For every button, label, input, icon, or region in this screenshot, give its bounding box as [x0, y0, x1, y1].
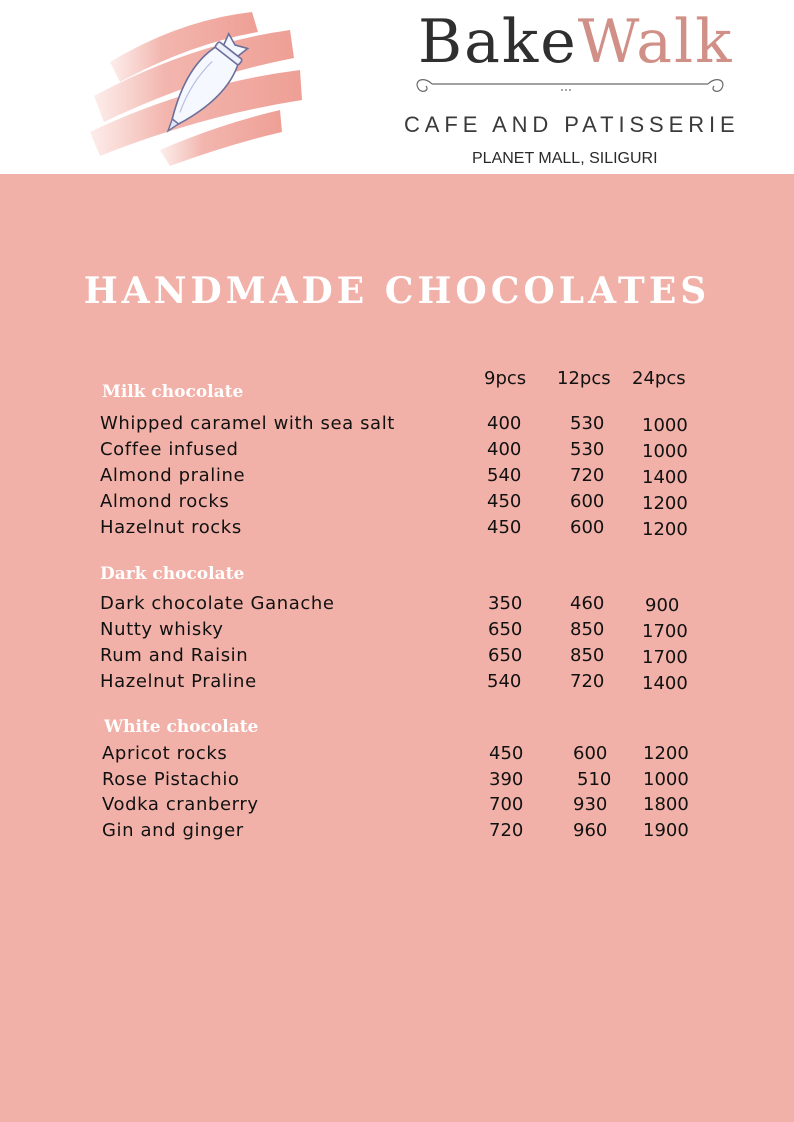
price-24pcs: 1700 — [642, 621, 688, 642]
price-24pcs: 1000 — [642, 441, 688, 462]
price-9pcs: 400 — [487, 413, 522, 434]
price-12pcs: 600 — [573, 743, 608, 764]
menu-item — [0, 792, 794, 818]
price-9pcs: 350 — [488, 593, 523, 614]
price-24pcs: 1700 — [642, 647, 688, 668]
item-name: Almond rocks — [100, 491, 230, 512]
price-24pcs: 1400 — [642, 467, 688, 488]
price-12pcs: 720 — [570, 671, 605, 692]
price-9pcs: 540 — [487, 465, 522, 486]
price-24pcs: 1200 — [642, 493, 688, 514]
menu-item — [0, 437, 794, 463]
price-9pcs: 390 — [489, 769, 524, 790]
price-24pcs: 1900 — [643, 820, 689, 841]
price-12pcs: 460 — [570, 593, 605, 614]
menu-item — [0, 617, 794, 643]
price-9pcs: 450 — [489, 743, 524, 764]
price-24pcs: 1800 — [643, 794, 689, 815]
column-header-12pcs: 12pcs — [557, 368, 611, 389]
header — [0, 0, 794, 174]
item-name: Nutty whisky — [100, 619, 224, 640]
price-9pcs: 450 — [487, 517, 522, 538]
brand-name-part2: Walk — [577, 7, 734, 77]
price-12pcs: 600 — [570, 491, 605, 512]
menu-item — [0, 767, 794, 793]
location: PLANET MALL, SILIGURI — [472, 150, 658, 167]
menu-item — [0, 463, 794, 489]
column-header-24pcs: 24pcs — [632, 368, 686, 389]
item-name: Gin and ginger — [102, 820, 244, 841]
brand-name — [418, 6, 734, 78]
menu-title: HANDMADE CHOCOLATES — [83, 270, 711, 312]
price-24pcs: 1000 — [643, 769, 689, 790]
price-24pcs: 900 — [645, 595, 680, 616]
menu-item — [0, 411, 794, 437]
price-12pcs: 850 — [570, 645, 605, 666]
item-name: Apricot rocks — [102, 743, 228, 764]
price-12pcs: 530 — [570, 439, 605, 460]
price-9pcs: 540 — [487, 671, 522, 692]
item-name: Whipped caramel with sea salt — [100, 413, 395, 434]
price-12pcs: 930 — [573, 794, 608, 815]
item-name: Almond praline — [100, 465, 246, 486]
menu-item — [0, 515, 794, 541]
price-9pcs: 650 — [488, 645, 523, 666]
item-name: Vodka cranberry — [102, 794, 259, 815]
piping-bag-icon — [80, 0, 310, 170]
column-header-9pcs: 9pcs — [484, 368, 527, 389]
item-name: Rose Pistachio — [102, 769, 240, 790]
item-name: Coffee infused — [100, 439, 239, 460]
menu-item — [0, 669, 794, 695]
price-24pcs: 1200 — [642, 519, 688, 540]
ornament-divider-icon — [412, 74, 728, 102]
price-24pcs: 1400 — [642, 673, 688, 694]
price-9pcs: 400 — [487, 439, 522, 460]
brand-name-part1: Bake — [418, 7, 578, 77]
price-12pcs: 600 — [570, 517, 605, 538]
item-name: Hazelnut Praline — [100, 671, 257, 692]
price-9pcs: 700 — [489, 794, 524, 815]
section-title-milk: Milk chocolate — [102, 382, 244, 402]
price-12pcs: 720 — [570, 465, 605, 486]
price-9pcs: 450 — [487, 491, 522, 512]
section-title-dark: Dark chocolate — [100, 564, 245, 584]
menu-item — [0, 643, 794, 669]
price-24pcs: 1200 — [643, 743, 689, 764]
item-name: Rum and Raisin — [100, 645, 249, 666]
price-12pcs: 530 — [570, 413, 605, 434]
section-title-white: White chocolate — [104, 717, 259, 737]
tagline: CAFE AND PATISSERIE — [404, 112, 740, 137]
menu-item — [0, 818, 794, 844]
price-24pcs: 1000 — [642, 415, 688, 436]
price-9pcs: 720 — [489, 820, 524, 841]
item-name: Hazelnut rocks — [100, 517, 242, 538]
price-9pcs: 650 — [488, 619, 523, 640]
price-12pcs: 850 — [570, 619, 605, 640]
menu-item — [0, 591, 794, 617]
menu-item — [0, 741, 794, 767]
price-12pcs: 960 — [573, 820, 608, 841]
menu-item — [0, 489, 794, 515]
item-name: Dark chocolate Ganache — [100, 593, 335, 614]
price-12pcs: 510 — [577, 769, 612, 790]
